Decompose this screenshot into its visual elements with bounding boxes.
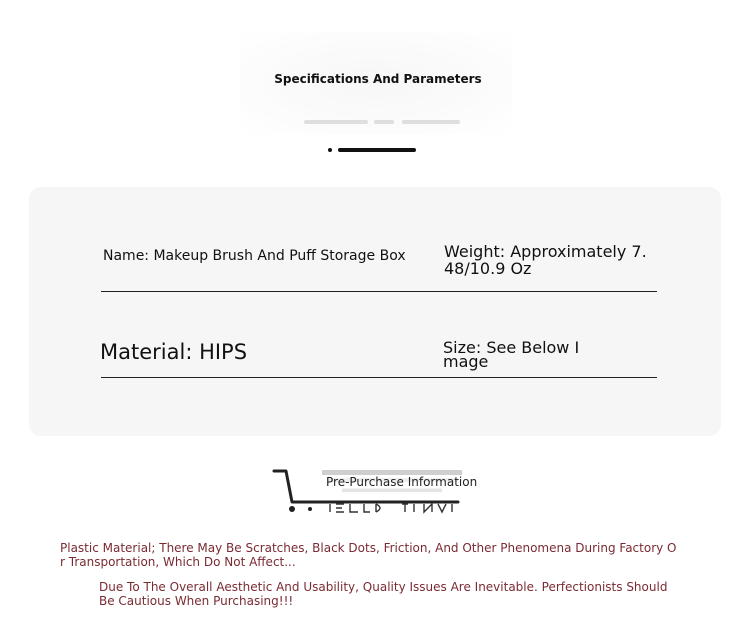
- pager-dot: [328, 148, 332, 152]
- pager-bar: [338, 148, 416, 152]
- spec-weight: Weight: Approximately 7.48/10.9 Oz: [444, 242, 647, 278]
- spec-divider: [101, 377, 657, 378]
- prepurchase-label: Pre-Purchase Information: [326, 475, 478, 489]
- spec-card: [29, 187, 721, 436]
- spec-name: Name: Makeup Brush And Puff Storage Box: [103, 248, 406, 264]
- spec-divider: [101, 291, 657, 292]
- shopping-cart-icon: [272, 466, 472, 516]
- faded-subtitle: [300, 117, 466, 127]
- notice-text: Plastic Material; There May Be Scratches, Black Dots, Friction, And Other Phenomena During Factory Or Transportation, Which Do Not Affect...: [60, 541, 677, 569]
- spec-material: Material: HIPS: [100, 340, 248, 364]
- notice-text: Due To The Overall Aesthetic And Usability, Quality Issues Are Inevitable. Perfectionists Should Be Cautious When Purchasing!!!: [99, 580, 668, 608]
- section-title: Specifications And Parameters: [274, 72, 482, 86]
- spec-size: Size: See Below Image: [443, 338, 580, 371]
